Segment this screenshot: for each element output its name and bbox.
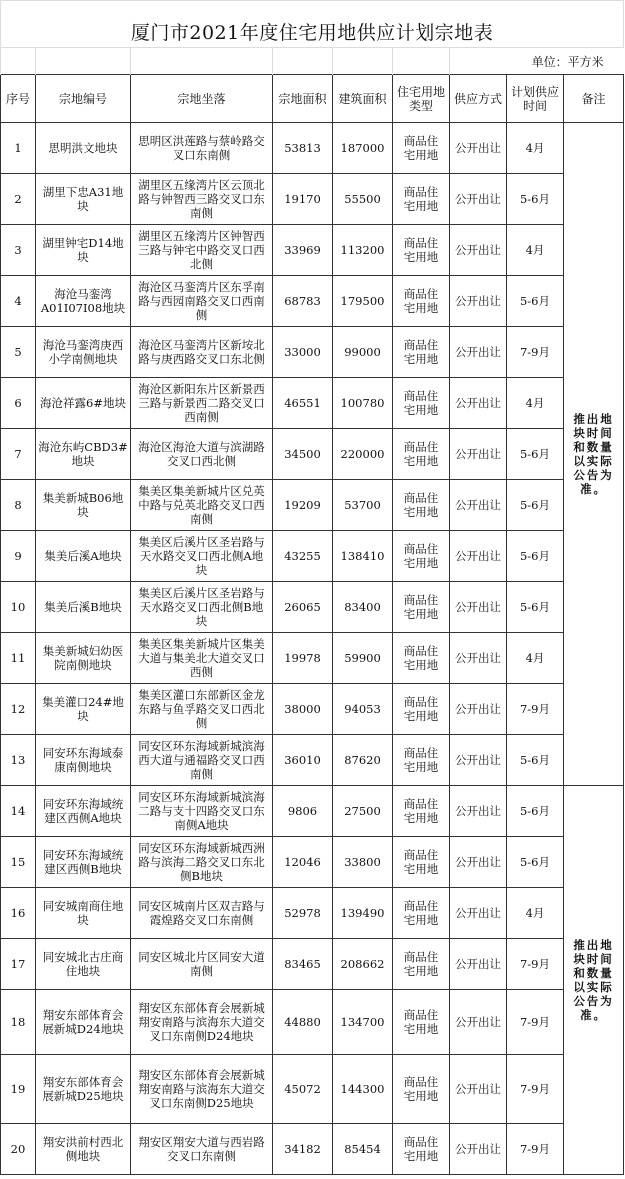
building-area-cell: 100780 [333, 378, 393, 429]
land-type-cell: 商品住宅用地 [393, 735, 450, 786]
seq-cell: 20 [1, 1124, 36, 1175]
location-cell: 集美区后溪片区圣岩路与天水路交叉口西北侧A地块 [131, 531, 273, 582]
parcel-id-cell: 集美新城B06地块 [36, 480, 131, 531]
seq-cell: 13 [1, 735, 36, 786]
unit-label: 单位：平方米 [450, 48, 624, 75]
location-cell: 翔安区东部体育会展新城翔安南路与滨海东大道交叉口东南侧D25地块 [131, 1055, 273, 1124]
supply-time-cell: 4月 [507, 225, 564, 276]
header-land-type: 住宅用地类型 [393, 75, 450, 123]
supply-time-cell: 4月 [507, 633, 564, 684]
building-area-cell: 33800 [333, 837, 393, 888]
seq-cell: 7 [1, 429, 36, 480]
parcel-id-cell: 海沧马銮湾A01I07I08地块 [36, 276, 131, 327]
building-area-cell: 27500 [333, 786, 393, 837]
location-cell: 思明区洪莲路与蔡岭路交叉口东南侧 [131, 123, 273, 174]
seq-cell: 17 [1, 939, 36, 990]
supply-time-cell: 5-6月 [507, 735, 564, 786]
supply-time-cell: 5-6月 [507, 480, 564, 531]
table-row [1, 531, 624, 582]
building-area-cell: 179500 [333, 276, 393, 327]
supply-time-cell: 4月 [507, 888, 564, 939]
location-cell: 同安区环东海域新城滨海西大道与通福路交叉口西南侧 [131, 735, 273, 786]
supply-method-cell: 公开出让 [450, 480, 507, 531]
land-type-cell: 商品住宅用地 [393, 684, 450, 735]
supply-time-cell: 7-9月 [507, 1055, 564, 1124]
building-area-cell: 138410 [333, 531, 393, 582]
supply-time-cell: 5-6月 [507, 174, 564, 225]
seq-cell: 4 [1, 276, 36, 327]
land-area-cell: 33969 [273, 225, 333, 276]
supply-time-cell: 4月 [507, 378, 564, 429]
table-row [1, 582, 624, 633]
location-cell: 同安区城南片区双吉路与霞煌路交叉口东南侧 [131, 888, 273, 939]
land-type-cell: 商品住宅用地 [393, 633, 450, 684]
supply-method-cell: 公开出让 [450, 531, 507, 582]
parcel-id-cell: 思明洪文地块 [36, 123, 131, 174]
seq-cell: 15 [1, 837, 36, 888]
land-area-cell: 38000 [273, 684, 333, 735]
building-area-cell: 55500 [333, 174, 393, 225]
supply-time-cell: 5-6月 [507, 531, 564, 582]
header-supply-method: 供应方式 [450, 75, 507, 123]
table-row [1, 276, 624, 327]
supply-time-cell: 4月 [507, 123, 564, 174]
unit-row [1, 48, 624, 75]
supply-method-cell: 公开出让 [450, 939, 507, 990]
location-cell: 同安区环东海域新城西洲路与滨海二路交叉口东北侧B地块 [131, 837, 273, 888]
table-row [1, 684, 624, 735]
land-type-cell: 商品住宅用地 [393, 123, 450, 174]
supply-time-cell: 5-6月 [507, 429, 564, 480]
seq-cell: 18 [1, 990, 36, 1055]
land-type-cell: 商品住宅用地 [393, 990, 450, 1055]
header-location: 宗地坐落 [131, 75, 273, 123]
supply-time-cell: 5-6月 [507, 276, 564, 327]
supply-method-cell: 公开出让 [450, 1055, 507, 1124]
building-area-cell: 220000 [333, 429, 393, 480]
supply-method-cell: 公开出让 [450, 378, 507, 429]
supply-time-cell: 7-9月 [507, 939, 564, 990]
supply-method-cell: 公开出让 [450, 276, 507, 327]
supply-method-cell: 公开出让 [450, 174, 507, 225]
building-area-cell: 53700 [333, 480, 393, 531]
header-land-area: 宗地面积 [273, 75, 333, 123]
parcel-id-cell: 同安城南商住地块 [36, 888, 131, 939]
supply-method-cell: 公开出让 [450, 684, 507, 735]
building-area-cell: 208662 [333, 939, 393, 990]
parcel-id-cell: 海沧东屿CBD3#地块 [36, 429, 131, 480]
table-row [1, 123, 624, 174]
supply-time-cell: 7-9月 [507, 327, 564, 378]
building-area-cell: 94053 [333, 684, 393, 735]
seq-cell: 8 [1, 480, 36, 531]
supply-method-cell: 公开出让 [450, 735, 507, 786]
seq-cell: 6 [1, 378, 36, 429]
parcel-id-cell: 湖里钟宅D14地块 [36, 225, 131, 276]
remarks-cell: 推出地块时间和数量以实际公告为准。 [564, 786, 624, 1175]
building-area-cell: 83400 [333, 582, 393, 633]
land-area-cell: 83465 [273, 939, 333, 990]
header-parcel-id: 宗地编号 [36, 75, 131, 123]
land-type-cell: 商品住宅用地 [393, 378, 450, 429]
remarks-cell: 推出地块时间和数量以实际公告为准。 [564, 123, 624, 786]
building-area-cell: 113200 [333, 225, 393, 276]
table-row [1, 990, 624, 1055]
location-cell: 同安区城北片区同安大道南侧 [131, 939, 273, 990]
parcel-id-cell: 集美灌口24#地块 [36, 684, 131, 735]
land-area-cell: 46551 [273, 378, 333, 429]
land-type-cell: 商品住宅用地 [393, 174, 450, 225]
table-row [1, 378, 624, 429]
supply-time-cell: 5-6月 [507, 786, 564, 837]
document-title: 厦门市2021年度住宅用地供应计划宗地表 [1, 1, 624, 48]
land-type-cell: 商品住宅用地 [393, 582, 450, 633]
supply-method-cell: 公开出让 [450, 429, 507, 480]
location-cell: 集美区集美新城片区兑英中路与兑英北路交叉口西南侧 [131, 480, 273, 531]
land-type-cell: 商品住宅用地 [393, 1055, 450, 1124]
land-area-cell: 26065 [273, 582, 333, 633]
supply-method-cell: 公开出让 [450, 888, 507, 939]
seq-cell: 3 [1, 225, 36, 276]
supply-method-cell: 公开出让 [450, 633, 507, 684]
supply-method-cell: 公开出让 [450, 327, 507, 378]
seq-cell: 5 [1, 327, 36, 378]
seq-cell: 2 [1, 174, 36, 225]
table-row [1, 1055, 624, 1124]
land-type-cell: 商品住宅用地 [393, 327, 450, 378]
building-area-cell: 139490 [333, 888, 393, 939]
seq-cell: 16 [1, 888, 36, 939]
parcel-id-cell: 集美后溪A地块 [36, 531, 131, 582]
parcel-id-cell: 集美后溪B地块 [36, 582, 131, 633]
table-row [1, 327, 624, 378]
location-cell: 集美区后溪片区圣岩路与天水路交叉口西北侧B地块 [131, 582, 273, 633]
land-area-cell: 9806 [273, 786, 333, 837]
location-cell: 集美区集美新城片区集美大道与集美北大道交叉口西侧 [131, 633, 273, 684]
land-area-cell: 36010 [273, 735, 333, 786]
location-cell: 海沧区新阳东片区新景西三路与新景西二路交叉口西南侧 [131, 378, 273, 429]
table-row [1, 429, 624, 480]
land-area-cell: 19170 [273, 174, 333, 225]
table-row [1, 225, 624, 276]
supply-time-cell: 7-9月 [507, 1124, 564, 1175]
parcel-id-cell: 翔安东部体育会展新城D25地块 [36, 1055, 131, 1124]
building-area-cell: 85454 [333, 1124, 393, 1175]
building-area-cell: 87620 [333, 735, 393, 786]
land-type-cell: 商品住宅用地 [393, 276, 450, 327]
location-cell: 湖里区五缘湾片区云顶北路与钟智西三路交叉口东南侧 [131, 174, 273, 225]
location-cell: 海沧区马銮湾片区东孚南路与西园南路交叉口西南侧 [131, 276, 273, 327]
table-row [1, 735, 624, 786]
land-area-cell: 45072 [273, 1055, 333, 1124]
location-cell: 海沧区海沧大道与滨湖路交叉口西北侧 [131, 429, 273, 480]
land-area-cell: 19209 [273, 480, 333, 531]
supply-time-cell: 5-6月 [507, 837, 564, 888]
seq-cell: 19 [1, 1055, 36, 1124]
location-cell: 海沧区马銮湾片区新垵北路与庚西路交叉口东北侧 [131, 327, 273, 378]
land-type-cell: 商品住宅用地 [393, 531, 450, 582]
building-area-cell: 144300 [333, 1055, 393, 1124]
land-type-cell: 商品住宅用地 [393, 1124, 450, 1175]
title-row [1, 1, 624, 48]
seq-cell: 9 [1, 531, 36, 582]
header-remarks: 备注 [564, 75, 624, 123]
land-area-cell: 52978 [273, 888, 333, 939]
supply-method-cell: 公开出让 [450, 123, 507, 174]
supply-time-cell: 5-6月 [507, 582, 564, 633]
supply-method-cell: 公开出让 [450, 786, 507, 837]
parcel-id-cell: 同安环东海域统建区西侧A地块 [36, 786, 131, 837]
location-cell: 翔安区东部体育会展新城翔安南路与滨海东大道交叉口东南侧D24地块 [131, 990, 273, 1055]
supply-time-cell: 7-9月 [507, 990, 564, 1055]
header-supply-time: 计划供应时间 [507, 75, 564, 123]
parcel-id-cell: 同安城北古庄商住地块 [36, 939, 131, 990]
supply-method-cell: 公开出让 [450, 1124, 507, 1175]
header-row [1, 75, 624, 123]
land-area-cell: 43255 [273, 531, 333, 582]
supply-method-cell: 公开出让 [450, 582, 507, 633]
land-area-cell: 33000 [273, 327, 333, 378]
supply-time-cell: 7-9月 [507, 684, 564, 735]
supply-method-cell: 公开出让 [450, 990, 507, 1055]
land-type-cell: 商品住宅用地 [393, 225, 450, 276]
land-type-cell: 商品住宅用地 [393, 429, 450, 480]
building-area-cell: 134700 [333, 990, 393, 1055]
parcel-id-cell: 海沧马銮湾庚西小学南侧地块 [36, 327, 131, 378]
table-row [1, 837, 624, 888]
location-cell: 集美区灌口东部新区金龙东路与鱼孚路交叉口西北侧 [131, 684, 273, 735]
supply-method-cell: 公开出让 [450, 225, 507, 276]
location-cell: 湖里区五缘湾片区钟智西三路与钟宅中路交叉口西北侧 [131, 225, 273, 276]
header-seq: 序号 [1, 75, 36, 123]
seq-cell: 11 [1, 633, 36, 684]
parcel-id-cell: 同安环东海域泰康南侧地块 [36, 735, 131, 786]
seq-cell: 14 [1, 786, 36, 837]
land-type-cell: 商品住宅用地 [393, 786, 450, 837]
location-cell: 翔安区翔安大道与西岩路交叉口东南侧 [131, 1124, 273, 1175]
building-area-cell: 187000 [333, 123, 393, 174]
parcel-id-cell: 湖里下忠A31地块 [36, 174, 131, 225]
land-area-cell: 53813 [273, 123, 333, 174]
table-row [1, 786, 624, 837]
table-row [1, 888, 624, 939]
parcel-id-cell: 海沧祥露6#地块 [36, 378, 131, 429]
land-type-cell: 商品住宅用地 [393, 939, 450, 990]
land-area-cell: 19978 [273, 633, 333, 684]
land-type-cell: 商品住宅用地 [393, 888, 450, 939]
building-area-cell: 99000 [333, 327, 393, 378]
land-area-cell: 44880 [273, 990, 333, 1055]
land-type-cell: 商品住宅用地 [393, 837, 450, 888]
building-area-cell: 59900 [333, 633, 393, 684]
land-type-cell: 商品住宅用地 [393, 480, 450, 531]
table-row [1, 1124, 624, 1175]
land-area-cell: 68783 [273, 276, 333, 327]
parcel-id-cell: 翔安东部体育会展新城D24地块 [36, 990, 131, 1055]
parcel-id-cell: 翔安洪前村西北侧地块 [36, 1124, 131, 1175]
table-row [1, 939, 624, 990]
seq-cell: 10 [1, 582, 36, 633]
header-building-area: 建筑面积 [333, 75, 393, 123]
land-area-cell: 34182 [273, 1124, 333, 1175]
parcel-id-cell: 同安环东海域统建区西侧B地块 [36, 837, 131, 888]
supply-method-cell: 公开出让 [450, 837, 507, 888]
seq-cell: 12 [1, 684, 36, 735]
table-row [1, 480, 624, 531]
parcel-id-cell: 集美新城妇幼医院南侧地块 [36, 633, 131, 684]
seq-cell: 1 [1, 123, 36, 174]
table-row [1, 174, 624, 225]
location-cell: 同安区环东海域新城滨海二路与支十四路交叉口东南侧A地块 [131, 786, 273, 837]
land-area-cell: 34500 [273, 429, 333, 480]
table-row [1, 633, 624, 684]
land-area-cell: 12046 [273, 837, 333, 888]
